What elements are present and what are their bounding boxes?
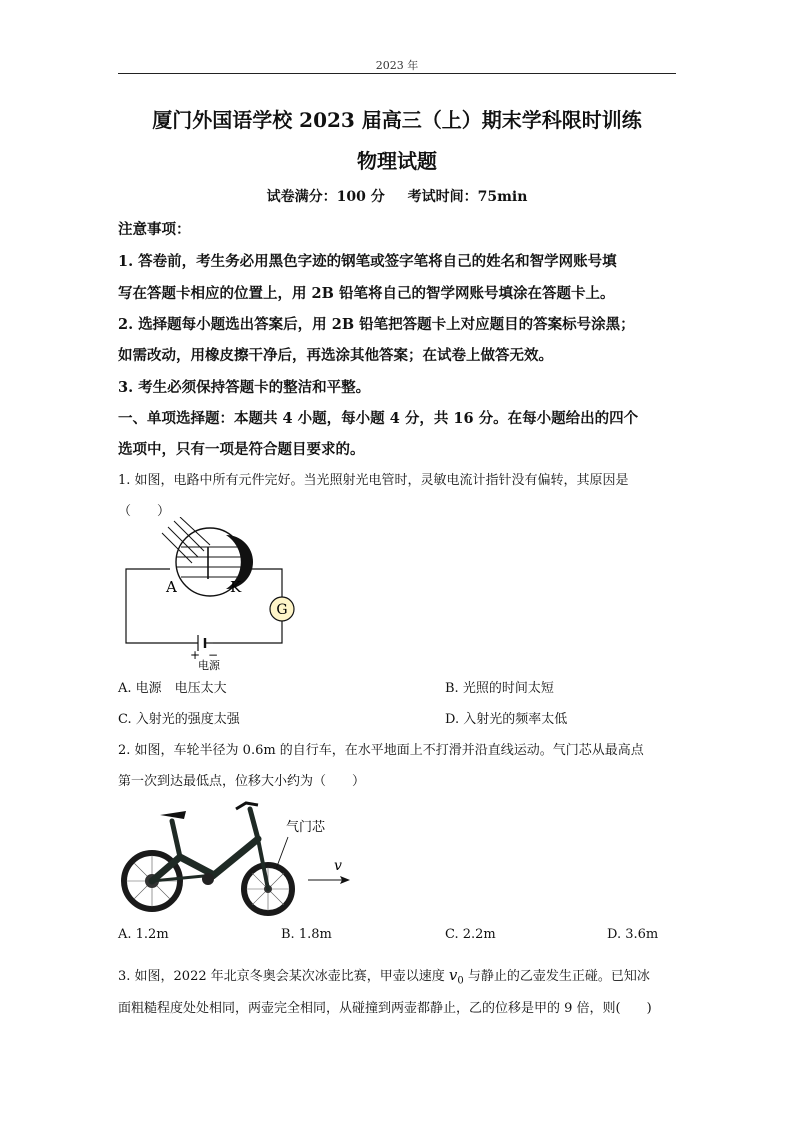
q2-option-b: B. 1.8m [281, 927, 332, 942]
power-source-label: 电源 [198, 659, 220, 672]
q2-option-c: C. 2.2m [445, 927, 496, 942]
q3-stem-start: 3. 如图，2022 年北京冬奥会某次冰壶比赛，甲壶以速度 [118, 969, 449, 984]
q3-stem-line-1 [118, 965, 678, 987]
valve-label: 气门芯 [286, 820, 326, 835]
q1-stem-line-1: 1. 如图，电路中所有元件完好。当光照射光电管时，灵敏电流计指针没有偏转，其原因是 [118, 473, 629, 488]
q3-v-subscript: 0 [457, 975, 464, 987]
q3-stem-line-2: 面粗糙程度处处相同，两壶完全相同，从碰撞到两壶都静止，乙的位移是甲的 9 倍，则( ) [118, 1001, 652, 1016]
q2-stem-line-1: 2. 如图，车轮半径为 0.6m 的自行车，在水平地面上不打滑并沿直线运动。气门芯从最高点 [118, 743, 644, 758]
notice-item-3: 3. 考生必须保持答题卡的整洁和平整。 [118, 379, 371, 396]
total-score: 试卷满分：100 分 [266, 189, 385, 205]
q1-stem-line-2: （ ） [118, 504, 171, 519]
battery-minus-label: − [208, 648, 219, 662]
anode-label: A [166, 578, 177, 596]
q2-stem-line-2: 第一次到达最低点，位移大小约为（ ） [118, 774, 366, 789]
q3-v-symbol: v [448, 966, 458, 984]
exam-duration: 考试时间：75min [407, 189, 528, 205]
header-rule [118, 73, 676, 74]
notice-item-2-line-1: 2. 选择题每小题选出答案后，用 2B 铅笔把答题卡上对应题目的答案标号涂黑； [118, 316, 635, 333]
galvanometer-label: G [276, 602, 288, 618]
q1-option-b: B. 光照的时间太短 [445, 681, 554, 696]
section-1-line-2: 选项中，只有一项是符合题目要求的。 [118, 441, 365, 458]
exam-subtitle: 物理试题 [357, 149, 437, 173]
q2-option-d: D. 3.6m [607, 927, 659, 942]
q1-circuit-figure [118, 517, 308, 672]
q2-bicycle-figure [118, 793, 358, 923]
section-1-line-1: 一、单项选择题：本题共 4 小题，每小题 4 分，共 16 分。在每小题给出的四个 [118, 410, 639, 427]
battery-plus-label: + [190, 648, 201, 662]
notice-heading: 注意事项： [118, 221, 191, 238]
notice-item-1-line-1: 1. 答卷前，考生务必用黑色字迹的钢笔或签字笔将自己的姓名和智学网账号填 [118, 253, 617, 270]
exam-title: 厦门外国语学校 2023 届高三（上）期末学科限时训练 [152, 108, 642, 132]
q1-option-a: A. 电源 电压太大 [118, 681, 227, 696]
q1-option-c: C. 入射光的强度太强 [118, 712, 240, 727]
exam-meta [0, 186, 794, 206]
notice-item-2-line-2: 如需改动，用橡皮擦干净后，再选涂其他答案；在试卷上做答无效。 [118, 347, 553, 364]
velocity-label: v [334, 858, 342, 874]
cathode-label: K [230, 578, 242, 596]
q2-option-a: A. 1.2m [118, 927, 169, 942]
q1-option-d: D. 入射光的频率太低 [445, 712, 568, 727]
q3-stem-end: 与静止的乙壶发生正碰。已知冰 [463, 969, 650, 984]
notice-item-1-line-2: 写在答题卡相应的位置上，用 2B 铅笔将自己的智学网账号填涂在答题卡上。 [118, 285, 615, 302]
page-header: 2023 年 [375, 59, 419, 72]
